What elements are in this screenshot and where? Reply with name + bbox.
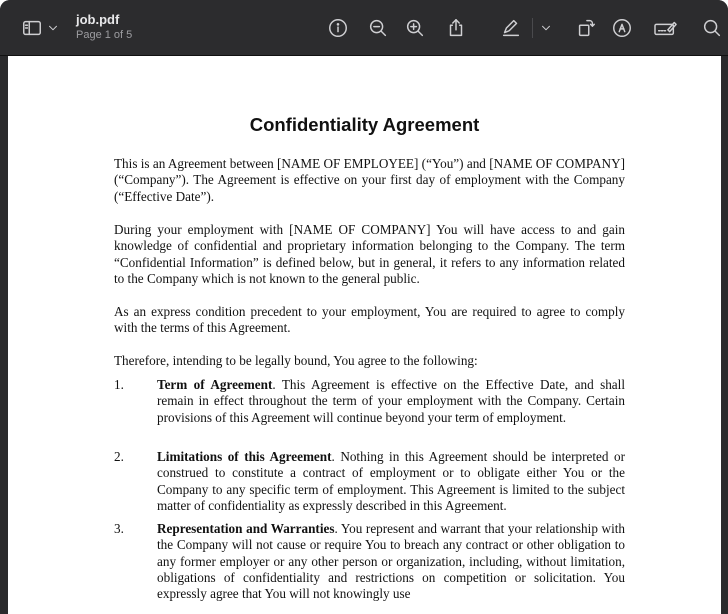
document-canvas[interactable] bbox=[0, 56, 728, 614]
sidebar-icon[interactable] bbox=[20, 16, 44, 40]
page-indicator: Page 1 of 5 bbox=[76, 29, 133, 41]
paragraph: As an express condition precedent to your employment, You are required to agree to comply with the terms of this Agreement. bbox=[114, 304, 625, 336]
list-item-body: . This Agreement is effective on the Effective Date, and shall remain in effect throughout the term of your employment with the Company. Certain provisions of this Agreement will continue beyond your term of employment. bbox=[157, 377, 625, 425]
chevron-down-icon[interactable] bbox=[46, 16, 60, 40]
info-icon[interactable] bbox=[326, 16, 350, 40]
file-name: job.pdf bbox=[76, 12, 120, 27]
markup-pen-icon[interactable] bbox=[499, 16, 523, 40]
search-icon[interactable] bbox=[700, 16, 724, 40]
list-item-text bbox=[157, 449, 625, 514]
list-item-text bbox=[157, 521, 625, 602]
title-block bbox=[76, 12, 132, 42]
rotate-icon[interactable] bbox=[574, 16, 598, 40]
zoom-in-icon[interactable] bbox=[403, 16, 427, 40]
list-item-body: . You represent and warrant that your relationship with the Company will not cause or require You to breach any contract or other obligation to any former employer or any other person or organization, including, without limitation, obligations of confidentiality and restrictions on competition or solicitation. You expressly agree that You will not knowingly use bbox=[157, 521, 625, 602]
toolbar-divider bbox=[532, 18, 533, 38]
paragraph: During your employment with [NAME OF COMPANY] You will have access to and gain knowledge of confidential and proprietary information belonging to the Company. The term “Confidential Information” is defined below, but in general, it refers to any information related to the Company which is not known to the general public. bbox=[114, 222, 625, 286]
form-fill-icon[interactable] bbox=[652, 16, 680, 40]
list-item-number: 2. bbox=[114, 449, 124, 464]
list-item-heading: Limitations of this Agreement bbox=[157, 449, 332, 464]
list-item-text bbox=[157, 377, 625, 426]
zoom-out-icon[interactable] bbox=[366, 16, 390, 40]
share-icon[interactable] bbox=[444, 16, 468, 40]
annotate-icon[interactable] bbox=[610, 16, 634, 40]
pdf-page[interactable] bbox=[8, 56, 721, 614]
list-item-body: . Nothing in this Agreement should be interpreted or construed to constitute a contract of employment or to obligate either You or the Company to any specific term of employment. This Agreement is limited to the subject matter of confidentiality as expressly described in this Agreement. bbox=[157, 449, 625, 513]
chevron-down-icon[interactable] bbox=[538, 16, 554, 40]
list-item-heading: Representation and Warranties bbox=[157, 521, 335, 536]
paragraph: Therefore, intending to be legally bound, You agree to the following: bbox=[114, 353, 478, 368]
list-item-number: 1. bbox=[114, 377, 124, 392]
paragraph: This is an Agreement between [NAME OF EMPLOYEE] (“You”) and [NAME OF COMPANY] (“Company”). The Agreement is effective on your first day of employment with the Company (“Effective Date”). bbox=[114, 156, 625, 204]
toolbar bbox=[0, 0, 728, 56]
list-item-number: 3. bbox=[114, 521, 124, 536]
document-title: Confidentiality Agreement bbox=[249, 114, 480, 135]
list-item-heading: Term of Agreement bbox=[157, 377, 273, 392]
